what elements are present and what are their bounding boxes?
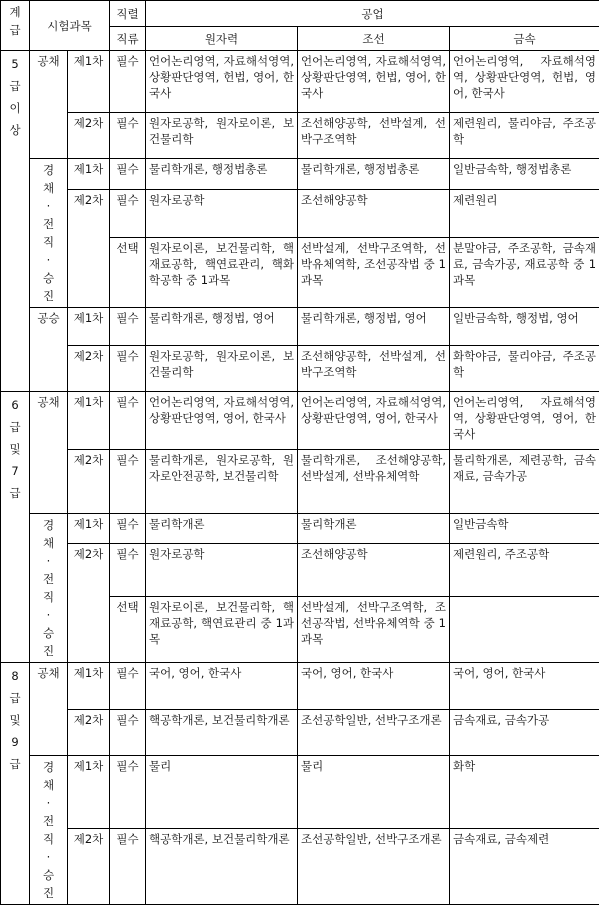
subjects-nuclear: 원자로공학 xyxy=(146,190,298,238)
table-row xyxy=(1,51,599,113)
subjects-shipbuilding: 조선공학일반, 선박구조개론 xyxy=(298,828,450,904)
subjects-nuclear: 원자로공학 xyxy=(146,544,298,597)
stage-second: 제2차 xyxy=(68,190,110,308)
subjects-nuclear: 물리학개론, 행정법총론 xyxy=(146,159,298,190)
subjects-nuclear: 물리 xyxy=(146,756,298,829)
grade-6-7-cell: 6급및7급 xyxy=(1,392,30,663)
subjects-metal: 일반금속학 xyxy=(450,514,599,544)
type-required: 필수 xyxy=(110,828,146,904)
stage-first: 제1차 xyxy=(68,308,110,346)
header-job-type: 직류 xyxy=(110,27,146,51)
table-row xyxy=(1,450,599,514)
table-row xyxy=(1,663,599,710)
subjects-shipbuilding: 선박설계, 선박구조역학, 조선공작법, 선박유체역학 중 1과목 xyxy=(298,597,450,663)
table-row xyxy=(1,346,599,392)
header-grade: 계급 xyxy=(1,1,30,51)
stage-second: 제2차 xyxy=(68,450,110,514)
type-elective: 선택 xyxy=(110,597,146,663)
subjects-shipbuilding: 조선공학일반, 선박구조개론 xyxy=(298,710,450,756)
subjects-nuclear: 언어논리영역, 자료해석영역, 상황판단영역, 헌법, 영어, 한국사 xyxy=(146,51,298,113)
subjects-nuclear: 물리학개론 xyxy=(146,514,298,544)
subjects-shipbuilding: 물리학개론, 행정법총론 xyxy=(298,159,450,190)
subjects-metal: 화학 xyxy=(450,756,599,829)
type-required: 필수 xyxy=(110,113,146,159)
subjects-nuclear: 원자로이론, 보건물리학, 핵재료공학, 핵연료관리 중 1과목 xyxy=(146,597,298,663)
table-row xyxy=(1,392,599,450)
stage-second: 제2차 xyxy=(68,544,110,663)
header-industrial: 공업 xyxy=(146,1,599,27)
type-required: 필수 xyxy=(110,756,146,829)
subjects-nuclear: 물리학개론, 원자로공학, 원자로안전공학, 보건물리학 xyxy=(146,450,298,514)
grade-5-cell: 5급이상 xyxy=(1,51,30,392)
type-required: 필수 xyxy=(110,346,146,392)
subjects-nuclear: 언어논리영역, 자료해석영역, 상황판단영역, 영어, 한국사 xyxy=(146,392,298,450)
header-exam-subject: 시험과목 xyxy=(30,1,110,51)
route-promotion: 공승 xyxy=(30,308,68,392)
type-elective: 선택 xyxy=(110,238,146,308)
route-special: 경채·전직·승진 xyxy=(30,514,68,663)
subjects-nuclear: 물리학개론, 행정법, 영어 xyxy=(146,308,298,346)
header-nuclear: 원자력 xyxy=(146,27,298,51)
subjects-metal: 물리학개론, 제련공학, 금속재료, 금속가공 xyxy=(450,450,599,514)
subjects-shipbuilding: 물리 xyxy=(298,756,450,829)
subjects-metal: 제련원리 xyxy=(450,190,599,238)
type-required: 필수 xyxy=(110,514,146,544)
route-open: 공채 xyxy=(30,663,68,756)
type-required: 필수 xyxy=(110,159,146,190)
type-required: 필수 xyxy=(110,308,146,346)
stage-second: 제2차 xyxy=(68,710,110,756)
table-row xyxy=(1,190,599,238)
subjects-metal: 금속재료, 금속제련 xyxy=(450,828,599,904)
stage-second: 제2차 xyxy=(68,113,110,159)
subjects-metal: 금속재료, 금속가공 xyxy=(450,710,599,756)
route-open: 공채 xyxy=(30,392,68,514)
subjects-shipbuilding: 언어논리영역, 자료해석영역, 상황판단영역, 영어, 한국사 xyxy=(298,392,450,450)
table-row xyxy=(1,113,599,159)
subjects-shipbuilding: 물리학개론, 조선해양공학, 선박설계, 선박유체역학 xyxy=(298,450,450,514)
subjects-nuclear: 원자로공학, 원자로이론, 보건물리학 xyxy=(146,346,298,392)
stage-second: 제2차 xyxy=(68,346,110,392)
subjects-shipbuilding: 물리학개론 xyxy=(298,514,450,544)
route-special: 경채·전직·승진 xyxy=(30,159,68,308)
subjects-nuclear: 원자로공학, 원자로이론, 보건물리학 xyxy=(146,113,298,159)
stage-first: 제1차 xyxy=(68,159,110,190)
subjects-metal: 제련원리, 물리야금, 주조공학 xyxy=(450,113,599,159)
subjects-metal: 국어, 영어, 한국사 xyxy=(450,663,599,710)
table-row xyxy=(1,308,599,346)
stage-first: 제1차 xyxy=(68,51,110,113)
subjects-nuclear: 핵공학개론, 보건물리학개론 xyxy=(146,828,298,904)
header-metal: 금속 xyxy=(450,27,599,51)
subjects-metal: 일반금속학, 행정법, 영어 xyxy=(450,308,599,346)
header-row-1 xyxy=(1,1,599,27)
subjects-nuclear: 국어, 영어, 한국사 xyxy=(146,663,298,710)
stage-second: 제2차 xyxy=(68,828,110,904)
stage-first: 제1차 xyxy=(68,514,110,544)
table-row xyxy=(1,544,599,597)
subjects-shipbuilding: 조선해양공학, 선박설계, 선박구조역학 xyxy=(298,113,450,159)
subjects-metal: 화학야금, 물리야금, 주조공학 xyxy=(450,346,599,392)
route-special: 경채·전직·승진 xyxy=(30,756,68,905)
subjects-nuclear: 핵공학개론, 보건물리학개론 xyxy=(146,710,298,756)
table-row xyxy=(1,159,599,190)
route-open: 공채 xyxy=(30,51,68,159)
header-shipbuilding: 조선 xyxy=(298,27,450,51)
table-row xyxy=(1,710,599,756)
subjects-shipbuilding: 조선해양공학, 선박설계, 선박구조역학 xyxy=(298,346,450,392)
table-row xyxy=(1,514,599,544)
subjects-metal: 일반금속학, 행정법총론 xyxy=(450,159,599,190)
subjects-metal xyxy=(450,597,599,663)
type-required: 필수 xyxy=(110,663,146,710)
type-required: 필수 xyxy=(110,450,146,514)
subjects-shipbuilding: 국어, 영어, 한국사 xyxy=(298,663,450,710)
subjects-shipbuilding: 조선해양공학 xyxy=(298,544,450,597)
subjects-metal: 언어논리영역, 자료해석영역, 상황판단영역, 영어, 한국사 xyxy=(450,392,599,450)
subjects-shipbuilding: 조선해양공학 xyxy=(298,190,450,238)
header-job-series: 직렬 xyxy=(110,1,146,27)
subjects-shipbuilding: 선박설계, 선박구조역학, 선박유체역학, 조선공작법 중 1과목 xyxy=(298,238,450,308)
table-row xyxy=(1,756,599,829)
type-required: 필수 xyxy=(110,190,146,238)
stage-first: 제1차 xyxy=(68,756,110,829)
table-row xyxy=(1,828,599,904)
stage-first: 제1차 xyxy=(68,663,110,710)
subjects-metal: 분말야금, 주조공학, 금속재료, 금속가공, 재료공학 중 1과목 xyxy=(450,238,599,308)
type-required: 필수 xyxy=(110,392,146,450)
subjects-metal: 제련원리, 주조공학 xyxy=(450,544,599,597)
type-required: 필수 xyxy=(110,710,146,756)
subjects-metal: 언어논리영역, 자료해석영역, 상황판단영역, 헌법, 영어, 한국사 xyxy=(450,51,599,113)
type-required: 필수 xyxy=(110,51,146,113)
subjects-shipbuilding: 물리학개론, 행정법, 영어 xyxy=(298,308,450,346)
stage-first: 제1차 xyxy=(68,392,110,450)
subjects-nuclear: 원자로이론, 보건물리학, 핵재료공학, 핵연료관리, 핵화학공학 중 1과목 xyxy=(146,238,298,308)
subjects-shipbuilding: 언어논리영역, 자료해석영역, 상황판단영역, 헌법, 영어, 한국사 xyxy=(298,51,450,113)
grade-8-9-cell: 8급및9급 xyxy=(1,663,30,905)
type-required: 필수 xyxy=(110,544,146,597)
